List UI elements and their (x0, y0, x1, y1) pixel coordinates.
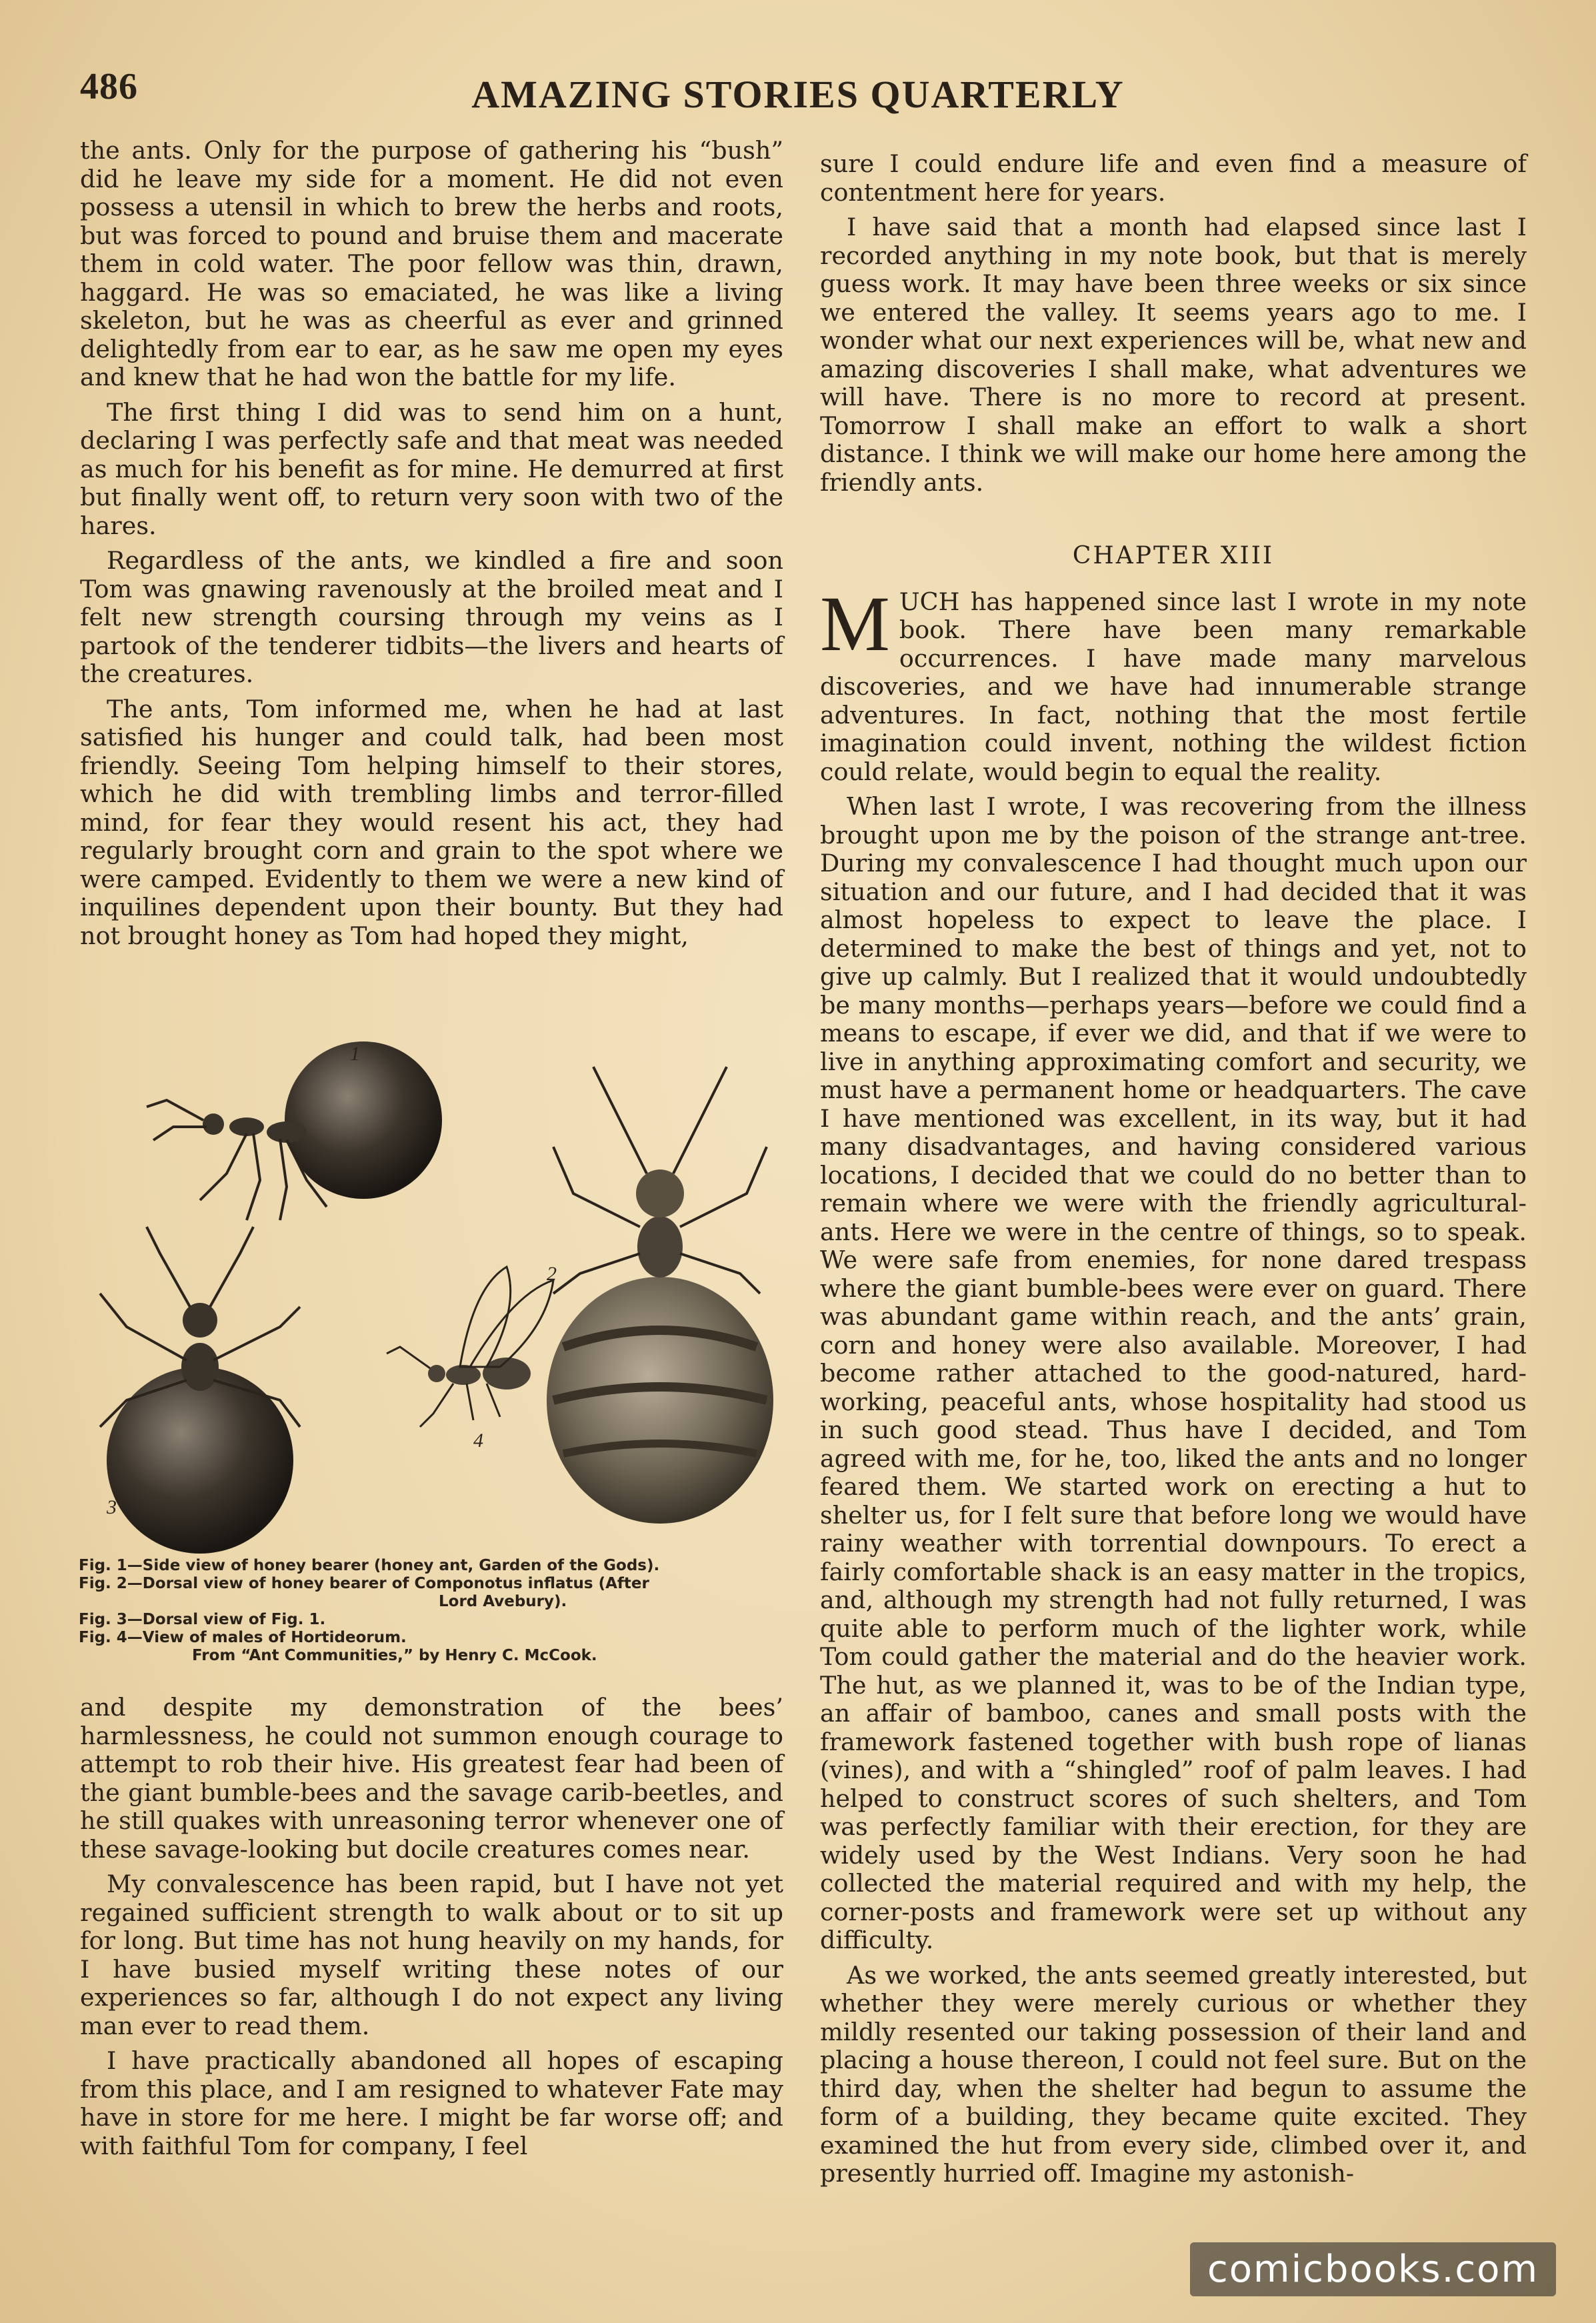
chapter-heading: CHAPTER XIII (1072, 542, 1275, 569)
caption-credit: From “Ant Communities,” by Henry C. McCook. (192, 1647, 597, 1664)
column-left-bottom (80, 1694, 783, 2167)
caption-line: Fig. 1—Side view of honey bearer (honey ant, Garden of the Gods). (79, 1557, 660, 1574)
ant-illustration (87, 1027, 780, 1554)
paragraph: I have practically abandoned all hopes of escaping from this place, and I am resigned to whatever Fate may have in store for me here. I might be far worse off; and with faithful Tom for company, I feel (80, 2046, 783, 2160)
caption-line: Fig. 3—Dorsal view of Fig. 1. (79, 1611, 326, 1628)
paragraph: My convalescence has been rapid, but I have not yet regained sufficient strength to walk about or to sit up for long. But time has not hung heavily on my hands, for I have busied myself writing these notes of our experiences so far, although I do not expect any living man ever to read them. (80, 1870, 783, 2040)
figure-4-winged-males (387, 1267, 553, 1427)
paragraph: The first thing I did was to send him on a hunt, declaring I was perfectly safe and that meat was needed as much for his benefit as for mine. He demurred at first but finally went off, to return very soon with two of the hares. (80, 397, 783, 540)
figure-label-2: 2 (547, 1263, 557, 1285)
paragraph: the ants. Only for the purpose of gathering his “bush” did he leave my side for a moment. He did not even possess a utensil in which to brew the herbs and roots, but was forced to pound and bruise them and macerate them in cold water. The poor fellow was thin, drawn, haggard. He was so emaciated, he was like a living skeleton, but he was as cheerful as ever and grinned delightedly from ear to ear, as he saw me open my eyes and knew that he had won the battle for my life. (80, 136, 783, 391)
paragraph: and despite my demonstration of the bees’ harmlessness, he could not summon enough courage to attempt to rob their hive. His greatest fear had been of the giant bumble-bees and the savage carib-beetles, and he still quakes with unreasoning terror whenever one of these savage-looking but docile creatures comes near. (80, 1693, 783, 1864)
caption-line: Fig. 2—Dorsal view of honey bearer of Componotus inflatus (After (79, 1575, 649, 1592)
paragraph-text: UCH has happened since last I wrote in my note book. There have been many remarkable occurrences. I have made many marvelous discoveries, and we have had innumerable strange adventures. In fact, nothing that the most fertile imagination could invent, nothing the wildest fiction could relate, would begin to equal the reality. (820, 587, 1527, 786)
running-title: AMAZING STORIES QUARTERLY (471, 73, 1125, 116)
ant-illustration-svg (87, 1027, 780, 1554)
figure-label-3: 3 (107, 1496, 117, 1518)
figure-1-honey-bearer-side (147, 1041, 442, 1220)
figure-caption (79, 1557, 792, 1665)
caption-line: Lord Avebury). (439, 1593, 567, 1610)
drop-cap: M (820, 579, 890, 667)
figure-label-4: 4 (473, 1430, 483, 1452)
column-left-top (80, 137, 783, 957)
paragraph: sure I could endure life and even find a measure of contentment here for years. (820, 149, 1527, 207)
paragraph: I have said that a month had elapsed since last I recorded anything in my note book, but that is merely guess work. It may have been three weeks or six since we entered the valley. It seems years ago to me. I wonder what our next experiences will be, what new and amazing discoveries I shall make, what adventures we will have. There is no more to record at present. Tomorrow I shall make an effort to walk a short distance. I think we will make our home here among the friendly ants. (820, 213, 1527, 497)
page-number: 486 (80, 66, 138, 107)
figure-2-honey-bearer-dorsal (547, 1067, 773, 1524)
figure-3-dorsal-view (100, 1227, 300, 1554)
paragraph: The ants, Tom informed me, when he had at last satisfied his hunger and could talk, had been most friendly. Seeing Tom helping himself to their stores, which he did with trembling limbs and terror-filled mind, for fear they would resent his act, they had regularly brought corn and grain to the spot where we were camped. Evidently to them we were a new kind of inquilines dependent upon their bounty. But they had not brought honey as Tom had hoped they might, (80, 694, 783, 950)
caption-line: Fig. 4—View of males of Hortideorum. (79, 1629, 407, 1646)
paragraph: Regardless of the ants, we kindled a fire and soon Tom was gnawing ravenously at the broiled meat and I felt new strength coursing through my veins as I partook of the tenderer tidbits—the livers and hearts of the creatures. (80, 546, 783, 688)
column-right (820, 150, 1527, 2195)
paragraph: When last I wrote, I was recovering from the illness brought upon me by the poison of the strange ant-tree. During my convalescence I had thought much upon our situation and our future, and I had decided that it was almost hopeless to expect to leave the place. I determined to make the best of things and yet, not to give up calmly. But I realized that it would undoubtedly be many months—perhaps years—before we could find a means to escape, if ever we did, and that if we were to live in anything approximating comfort and security, we must have a permanent home or headquarters. The cave I have mentioned was excellent, in its way, but it had many disadvantages, and having considered various locations, I decided that we could do no better than to remain where we were with the friendly agricultural-ants. Here we were in the centre of things, so to speak. We were safe from enemies, for none dared trespass where the giant bumble-bees were ever on guard. There was abundant game within reach, and the ants’ grain, corn and honey were also available. Moreover, I had become rather attached to the good-natured, hard-working, peaceful ants, whose hospitality had stood us in such good stead. Thus have I decided, and Tom agreed with me, for he, too, liked the ants and no longer feared them. We started work on erecting a hut to shelter us, for I felt sure that before long we would have rainy weather with torrential downpours. To erect a fairly comfortable shack is an easy matter in the tropics, and, although my strength had not fully returned, I was quite able to perform much of the lighter work, while Tom could gather the material and do the heavier work. The hut, as we planned it, was to be of the Indian type, an affair of bamboo, canes and small posts with the framework fastened together with bush rope of lianas (vines), and with a “shingled” roof of palm leaves. I had helped to construct scores of such shelters, and Tom was perfectly familiar with their erection, for they are widely used by the West Indians. Very soon he had collected the material required and with my help, the corner-posts and framework were set up without any difficulty. (820, 792, 1527, 1954)
paragraph: As we worked, the ants seemed greatly interested, but whether they were merely curious or whether they mildly resented our taking possession of their land and placing a house thereon, I could not feel sure. But on the third day, when the shelter had begun to assume the form of a building, they became quite excited. They examined the hut from every side, climbed over it, and presently hurried off. Imagine my astonish- (820, 1960, 1527, 2188)
watermark-logo: comicbooks.com (1190, 2242, 1556, 2296)
figure-label-1: 1 (350, 1043, 360, 1065)
chapter-opening-paragraph (820, 579, 1527, 787)
